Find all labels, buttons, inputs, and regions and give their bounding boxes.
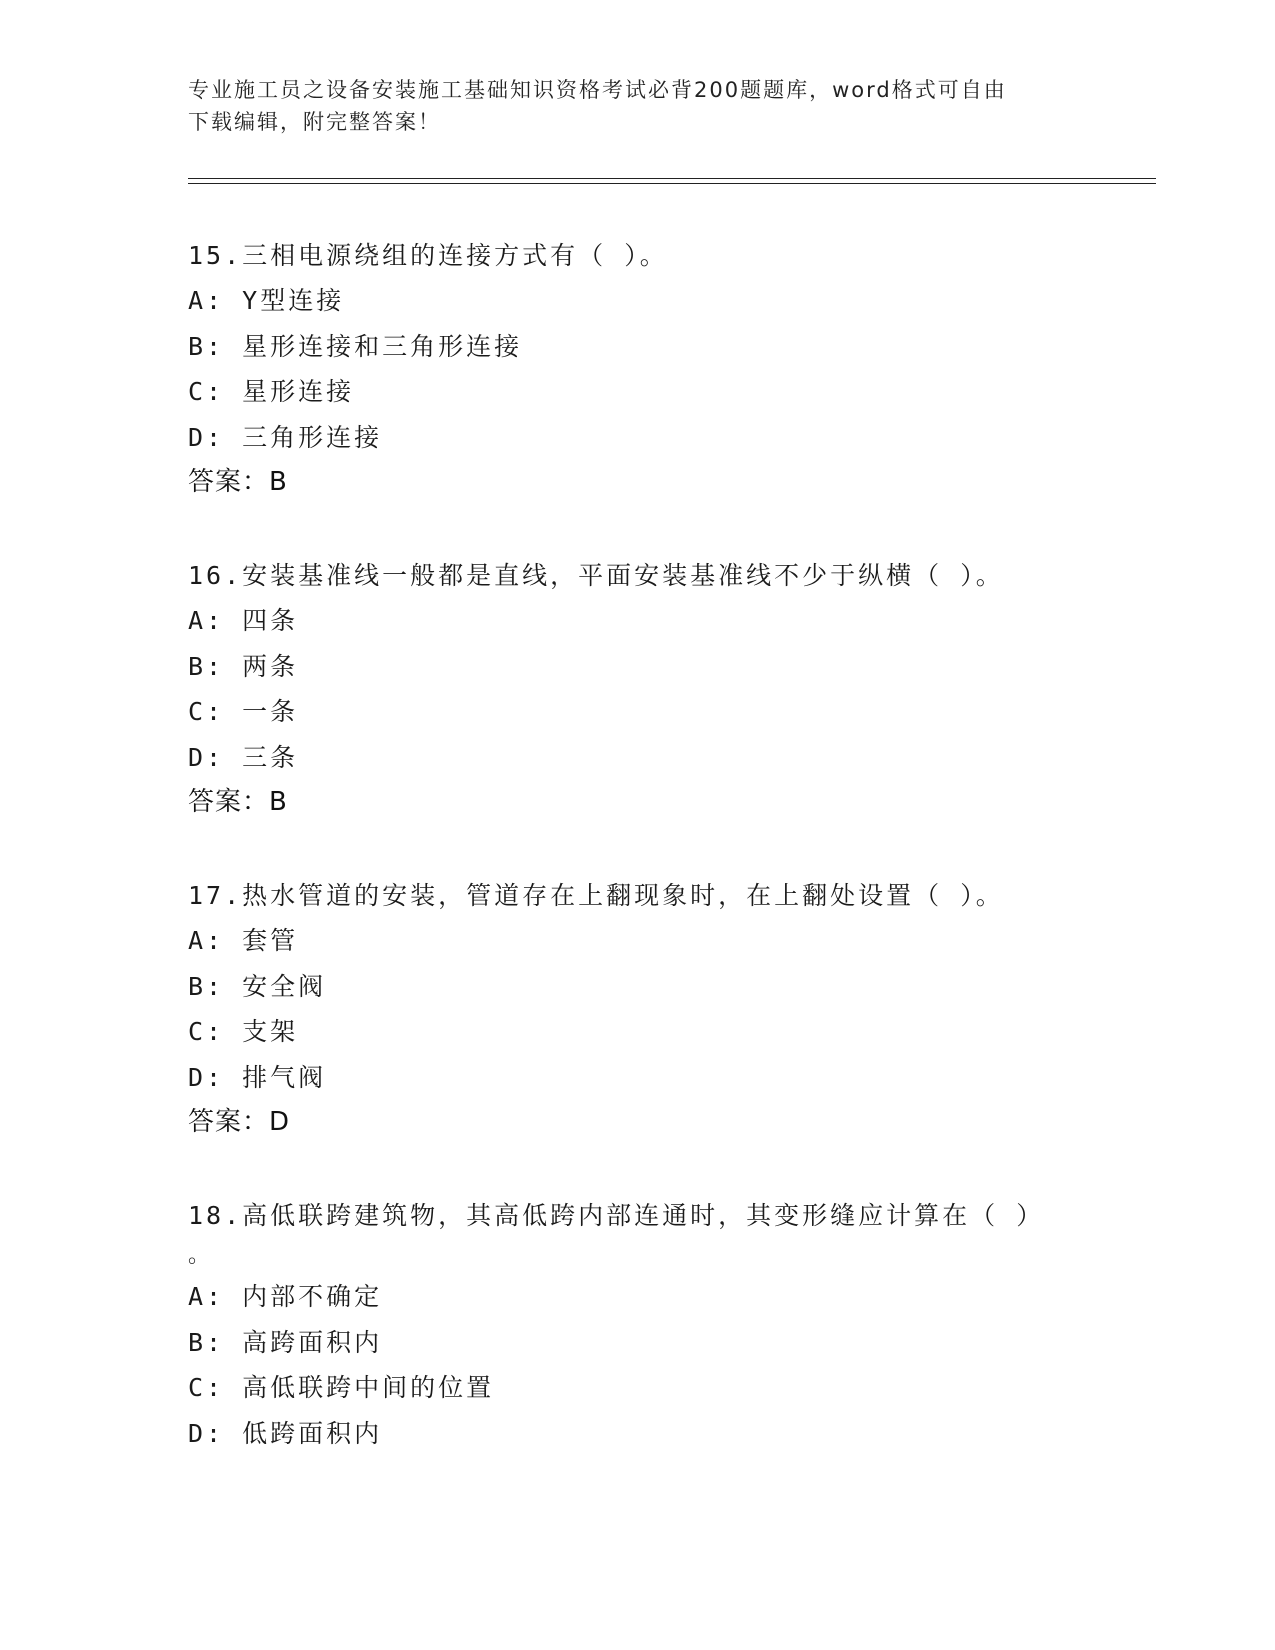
question-stem-continuation: 。 (188, 1243, 211, 1268)
question-stem: 16.安装基准线一般都是直线，平面安装基准线不少于纵横（ ）。 (188, 561, 1004, 590)
question-stem: 17.热水管道的安装，管道存在上翻现象时，在上翻处设置（ ）。 (188, 881, 1004, 910)
question-18 (188, 1194, 1088, 1456)
answer: 答案：D (188, 1107, 291, 1137)
header-line-1: 专业施工员之设备安装施工基础知识资格考试必背200题题库，word格式可自由 (188, 78, 1007, 102)
question-stem: 15.三相电源绕组的连接方式有（ ）。 (188, 241, 668, 270)
header-divider-bottom (188, 183, 1156, 184)
question-stem: 18.高低联跨建筑物，其高低跨内部连通时，其变形缝应计算在（ ） (188, 1201, 1045, 1230)
question-16 (188, 554, 1088, 825)
option-c: C: 支架 (188, 1017, 299, 1046)
answer: 答案：B (188, 467, 288, 497)
option-a: A: 套管 (188, 926, 299, 955)
option-b: B: 高跨面积内 (188, 1327, 383, 1357)
option-c: C: 高低联跨中间的位置 (188, 1373, 495, 1402)
option-a: A: 四条 (188, 606, 299, 635)
option-b: B: 安全阀 (188, 971, 327, 1001)
option-b: B: 两条 (188, 651, 299, 681)
option-d: D: 低跨面积内 (188, 1418, 383, 1448)
option-d: D: 排气阀 (188, 1062, 327, 1092)
header-line-2: 下载编辑，附完整答案！ (188, 110, 441, 134)
document-header (188, 74, 1088, 138)
header-divider-top (188, 178, 1156, 179)
option-a: A: 内部不确定 (188, 1282, 383, 1311)
option-c: C: 星形连接 (188, 377, 355, 406)
option-a: A: Y型连接 (188, 286, 345, 315)
option-b: B: 星形连接和三角形连接 (188, 331, 523, 361)
option-d: D: 三条 (188, 742, 299, 772)
question-17 (188, 874, 1088, 1145)
option-c: C: 一条 (188, 697, 299, 726)
option-d: D: 三角形连接 (188, 422, 383, 452)
question-15 (188, 234, 1088, 505)
answer: 答案：B (188, 787, 288, 817)
